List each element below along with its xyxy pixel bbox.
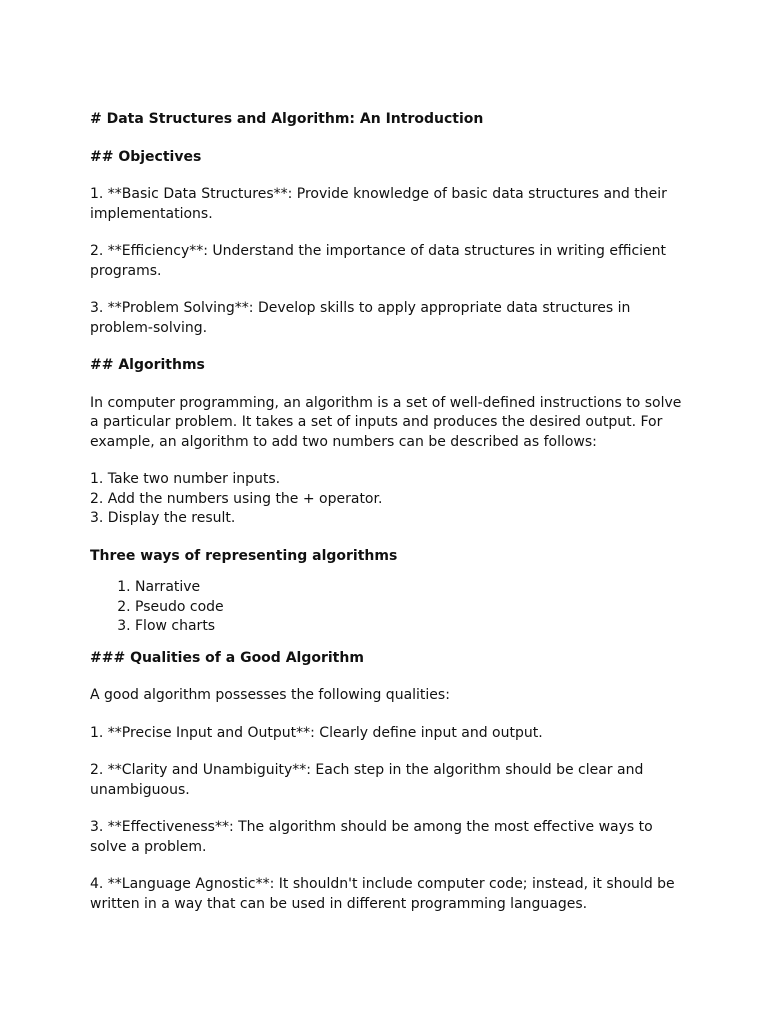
way-item: 2. Pseudo code <box>135 598 690 618</box>
ways-list <box>90 578 690 637</box>
way-item: 1. Narrative <box>135 578 690 598</box>
document-body <box>90 110 690 932</box>
objective-item: 1. **Basic Data Structures**: Provide knowledge of basic data structures and their implementations. <box>90 186 667 222</box>
algorithms-heading: ## Algorithms <box>90 357 205 373</box>
ways-heading: Three ways of representing algorithms <box>90 547 398 564</box>
qualities-heading: ### Qualities of a Good Algorithm <box>90 649 364 666</box>
objective-item: 2. **Efficiency**: Understand the importance of data structures in writing efficient programs. <box>90 243 667 279</box>
way-item: 3. Flow charts <box>135 617 690 637</box>
algorithm-steps-list <box>90 470 690 529</box>
objective-item: 3. **Problem Solving**: Develop skills to apply appropriate data structures in problem-solving. <box>90 300 631 336</box>
algorithm-step: 3. Display the result. <box>90 510 236 526</box>
objectives-heading: ## Objectives <box>90 148 202 165</box>
algorithm-step: 2. Add the numbers using the + operator. <box>90 490 383 507</box>
quality-item: 3. **Effectiveness**: The algorithm should be among the most effective ways to solve a problem. <box>90 819 653 855</box>
quality-item: 4. **Language Agnostic**: It shouldn't include computer code; instead, it should be written in a way that can be used in different programming languages. <box>90 876 675 912</box>
document-title: # Data Structures and Algorithm: An Introduction <box>90 111 484 127</box>
algorithm-step: 1. Take two number inputs. <box>90 471 281 487</box>
quality-item: 2. **Clarity and Unambiguity**: Each step in the algorithm should be clear and unambiguous. <box>90 762 644 798</box>
qualities-intro: A good algorithm possesses the following qualities: <box>90 687 450 703</box>
algorithms-intro: In computer programming, an algorithm is a set of well-defined instructions to solve a particular problem. It takes a set of inputs and produces the desired output. For example, an algorithm to add two numbers can be described as follows: <box>90 394 682 450</box>
quality-item: 1. **Precise Input and Output**: Clearly define input and output. <box>90 724 543 741</box>
